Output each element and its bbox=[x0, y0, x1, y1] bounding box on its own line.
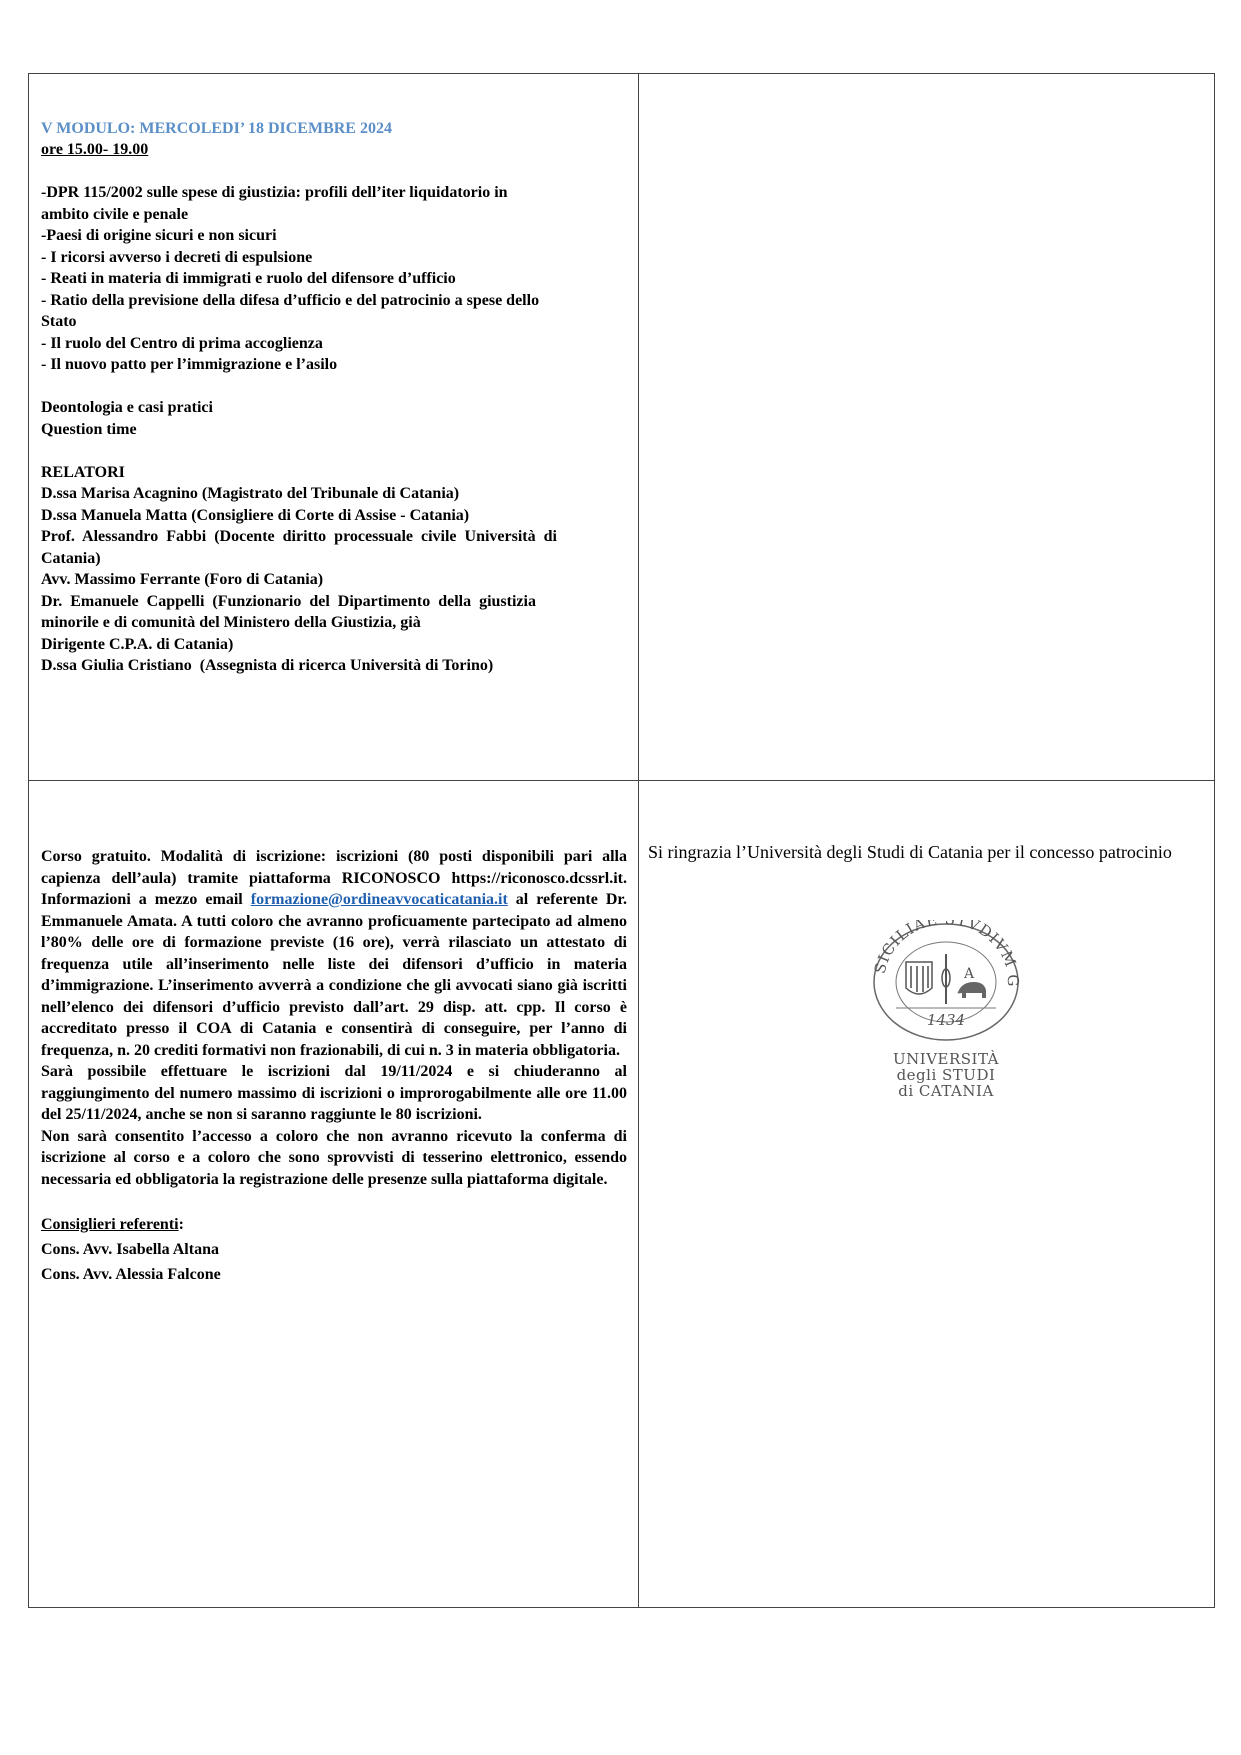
speaker-line: Dr. Emanuele Cappelli (Funzionario del Dipartimento della giustizia bbox=[41, 592, 536, 610]
speaker-line: Dirigente C.P.A. di Catania) bbox=[41, 635, 234, 653]
registration-cell bbox=[41, 846, 627, 1287]
topic-line: -DPR 115/2002 sulle spese di giustizia: profili dell’iter liquidatorio in bbox=[41, 184, 508, 201]
extra-line: Question time bbox=[41, 420, 137, 438]
row-divider bbox=[29, 780, 1214, 781]
module-time: ore 15.00- 19.00 bbox=[41, 141, 149, 158]
topic-line: - Il nuovo patto per l’immigrazione e l’asilo bbox=[41, 356, 338, 373]
topic-line: - Il ruolo del Centro di prima accoglienza bbox=[41, 334, 323, 352]
speaker-line: D.ssa Giulia Cristiano (Assegnista di ricerca Università di Torino) bbox=[41, 657, 494, 674]
svg-text:SICILIAE STVDIVM GENERALE: SICILIAE TVDIVM G bbox=[870, 920, 1023, 988]
speaker-line: D.ssa Marisa Acagnino (Magistrato del Tribunale di Catania) bbox=[41, 485, 460, 502]
svg-text:1434: 1434 bbox=[926, 1011, 966, 1029]
topic-line: - Ratio della previsione della difesa d’ufficio e del patrocinio a spese dello bbox=[41, 291, 540, 309]
speaker-line: minorile e di comunità del Ministero della Giustizia, già bbox=[41, 614, 421, 631]
referents-heading: Consiglieri referenti: bbox=[41, 1215, 184, 1233]
speaker-line: Avv. Massimo Ferrante (Foro di Catania) bbox=[41, 571, 324, 588]
registration-paragraph bbox=[41, 846, 627, 1061]
registration-text: Corso gratuito. Modalità di iscrizione: iscrizioni (80 posti disponibili pari alla capienza dell’aula) tramite piattaforma RICONOSCO https://riconosco.dcssrl.it. Informazioni a mezzo email bbox=[41, 848, 627, 908]
access-paragraph: Non sarà consentito l’accesso a coloro che non avranno ricevuto la conferma di iscrizione al corso e a coloro che sono sprovvisti di tesserino elettronico, essendo necessaria ed obbligatoria la registrazione delle presenze sulla piattaforma digitale. bbox=[41, 1127, 627, 1188]
topic-line: - Reati in materia di immigrati e ruolo del difensore d’ufficio bbox=[41, 270, 456, 287]
module-cell bbox=[41, 118, 627, 677]
extra-line: Deontologia e casi pratici bbox=[41, 399, 213, 416]
university-logo bbox=[866, 920, 1026, 1099]
speaker-line: Catania) bbox=[41, 549, 101, 567]
speakers-heading: RELATORI bbox=[41, 463, 125, 481]
speaker-line: D.ssa Manuela Matta (Consigliere di Corte di Assise - Catania) bbox=[41, 506, 470, 524]
registration-text-cont: al referente Dr. Emmanuele Amata. A tutti coloro che avranno proficuamente partecipato ad almeno l’80% delle ore di formazione previste (16 ore), verrà rilasciato un attestato di frequenza utile all’inserimento nelle liste dei difensori d’ufficio in materia d’immigrazione. L’inserimento avverrà a condizione che gli avvocati siano già iscritti nell’elenco dei difensori d’ufficio previsto dall’art. 29 disp. att. cpp. Il corso è accreditato presso il COA di Catania e consentirà di conseguire, per l’anno di frequenza, n. 20 crediti formativi non frazionabili, di cui n. 3 in materia obbligatoria. bbox=[41, 891, 628, 1059]
module-title: V MODULO: MERCOLEDI’ 18 DICEMBRE 2024 bbox=[41, 120, 392, 137]
topic-line: -Paesi di origine sicuri e non sicuri bbox=[41, 227, 277, 244]
deadline-paragraph: Sarà possibile effettuare le iscrizioni dal 19/11/2024 e si chiuderanno al raggiungimento del numero massimo di iscrizioni o improrogabilmente alle ore 11.00 del 25/11/2024, anche se non si saranno raggiunte le 80 iscrizioni. bbox=[41, 1063, 627, 1123]
topic-line: ambito civile e penale bbox=[41, 205, 189, 223]
thanks-text: Si ringrazia l’Università degli Studi di Catania per il concesso patrocinio bbox=[648, 842, 1172, 862]
university-seal-icon bbox=[866, 920, 1026, 1042]
speaker-list bbox=[41, 483, 627, 677]
email-link[interactable]: formazione@ordineavvocaticatania.it bbox=[250, 891, 508, 908]
referent-line: Cons. Avv. Isabella Altana bbox=[41, 1240, 219, 1258]
svg-text:A: A bbox=[964, 966, 975, 982]
topic-line: - I ricorsi avverso i decreti di espulsione bbox=[41, 248, 313, 266]
topic-list bbox=[41, 182, 627, 376]
thanks-cell bbox=[648, 838, 1204, 1098]
speaker-line: Prof. Alessandro Fabbi (Docente diritto processuale civile Università di bbox=[41, 528, 557, 545]
column-divider bbox=[638, 74, 639, 1607]
topic-line: Stato bbox=[41, 313, 77, 330]
referent-line: Cons. Avv. Alessia Falcone bbox=[41, 1265, 221, 1283]
logo-wordmark: UNIVERSITÀ degli STUDI di CATANIA bbox=[893, 1050, 999, 1100]
